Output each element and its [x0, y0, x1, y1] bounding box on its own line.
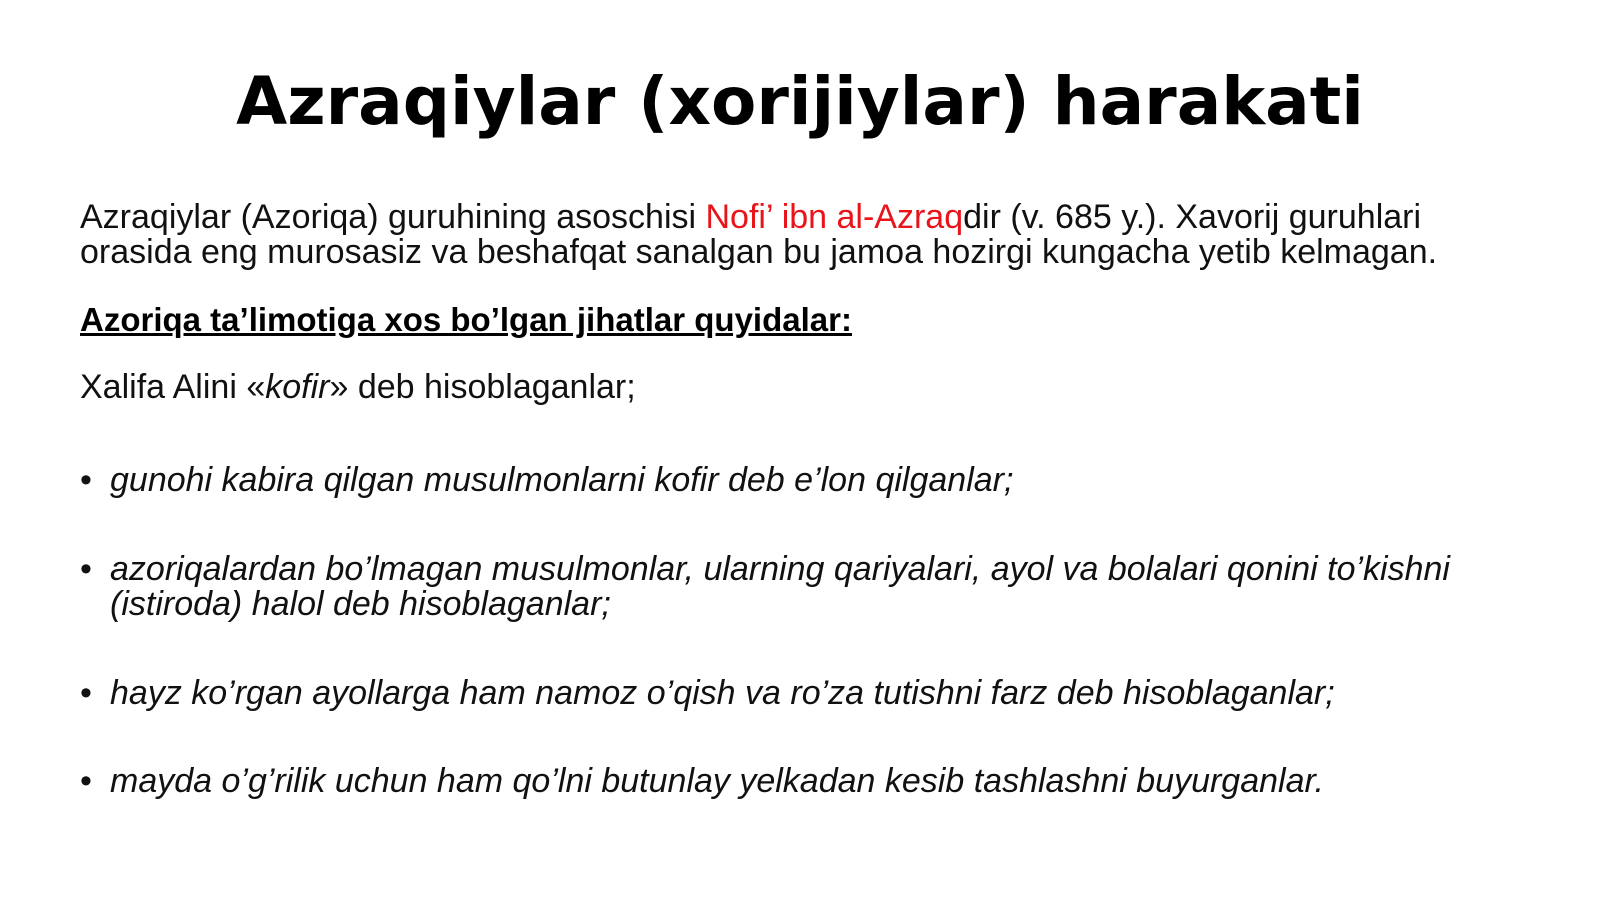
bullet-text: gunohi kabira qilgan musulmonlarni kofir deb e’lon qilganlar; [110, 461, 1014, 499]
intro-text-end: dir (v. 685 y.). Xavorij guruhlari orasida eng murosasiz va beshafqat sanalgan bu jamoa hozirgi kungacha yetib kelmagan. [80, 198, 1438, 271]
bullet-item [80, 463, 1510, 498]
intro-text-start: Azraqiylar (Azoriqa) guruhining asoschisi [80, 198, 706, 236]
first-point-after: » deb hisoblaganlar; [329, 368, 636, 406]
bullet-dot: • [80, 674, 92, 712]
bullet-dot: • [80, 461, 92, 499]
bullet-item [80, 552, 1510, 622]
bullet-dot: • [80, 550, 92, 588]
first-point-before: Xalifa Alini « [80, 368, 266, 406]
first-point [80, 367, 636, 407]
slide-title: Azraqiylar (xorijiylar) harakati [236, 63, 1364, 140]
bullet-text: mayda o’g’rilik uchun ham qo’lni butunlay yelkadan kesib tashlashni buyurganlar. [110, 762, 1325, 800]
intro-paragraph [80, 200, 1540, 270]
bullet-item [80, 676, 1510, 711]
bullet-dot: • [80, 762, 92, 800]
founder-name-highlight: Nofi’ ibn al-Azraq [705, 198, 964, 236]
first-point-italic: kofir [265, 368, 330, 406]
section-subheading: Azoriqa ta’limotiga xos bo’lgan jihatlar quyidalar: [80, 301, 852, 338]
bullet-item [80, 764, 1510, 799]
bullet-text: hayz ko’rgan ayollarga ham namoz o’qish va ro’za tutishni farz deb hisoblaganlar; [110, 674, 1335, 712]
bullet-text: azoriqalardan bo’lmagan musulmonlar, ularning qariyalari, ayol va bolalari qonini to’kishni (istiroda) halol deb hisoblaganlar; [110, 550, 1450, 623]
